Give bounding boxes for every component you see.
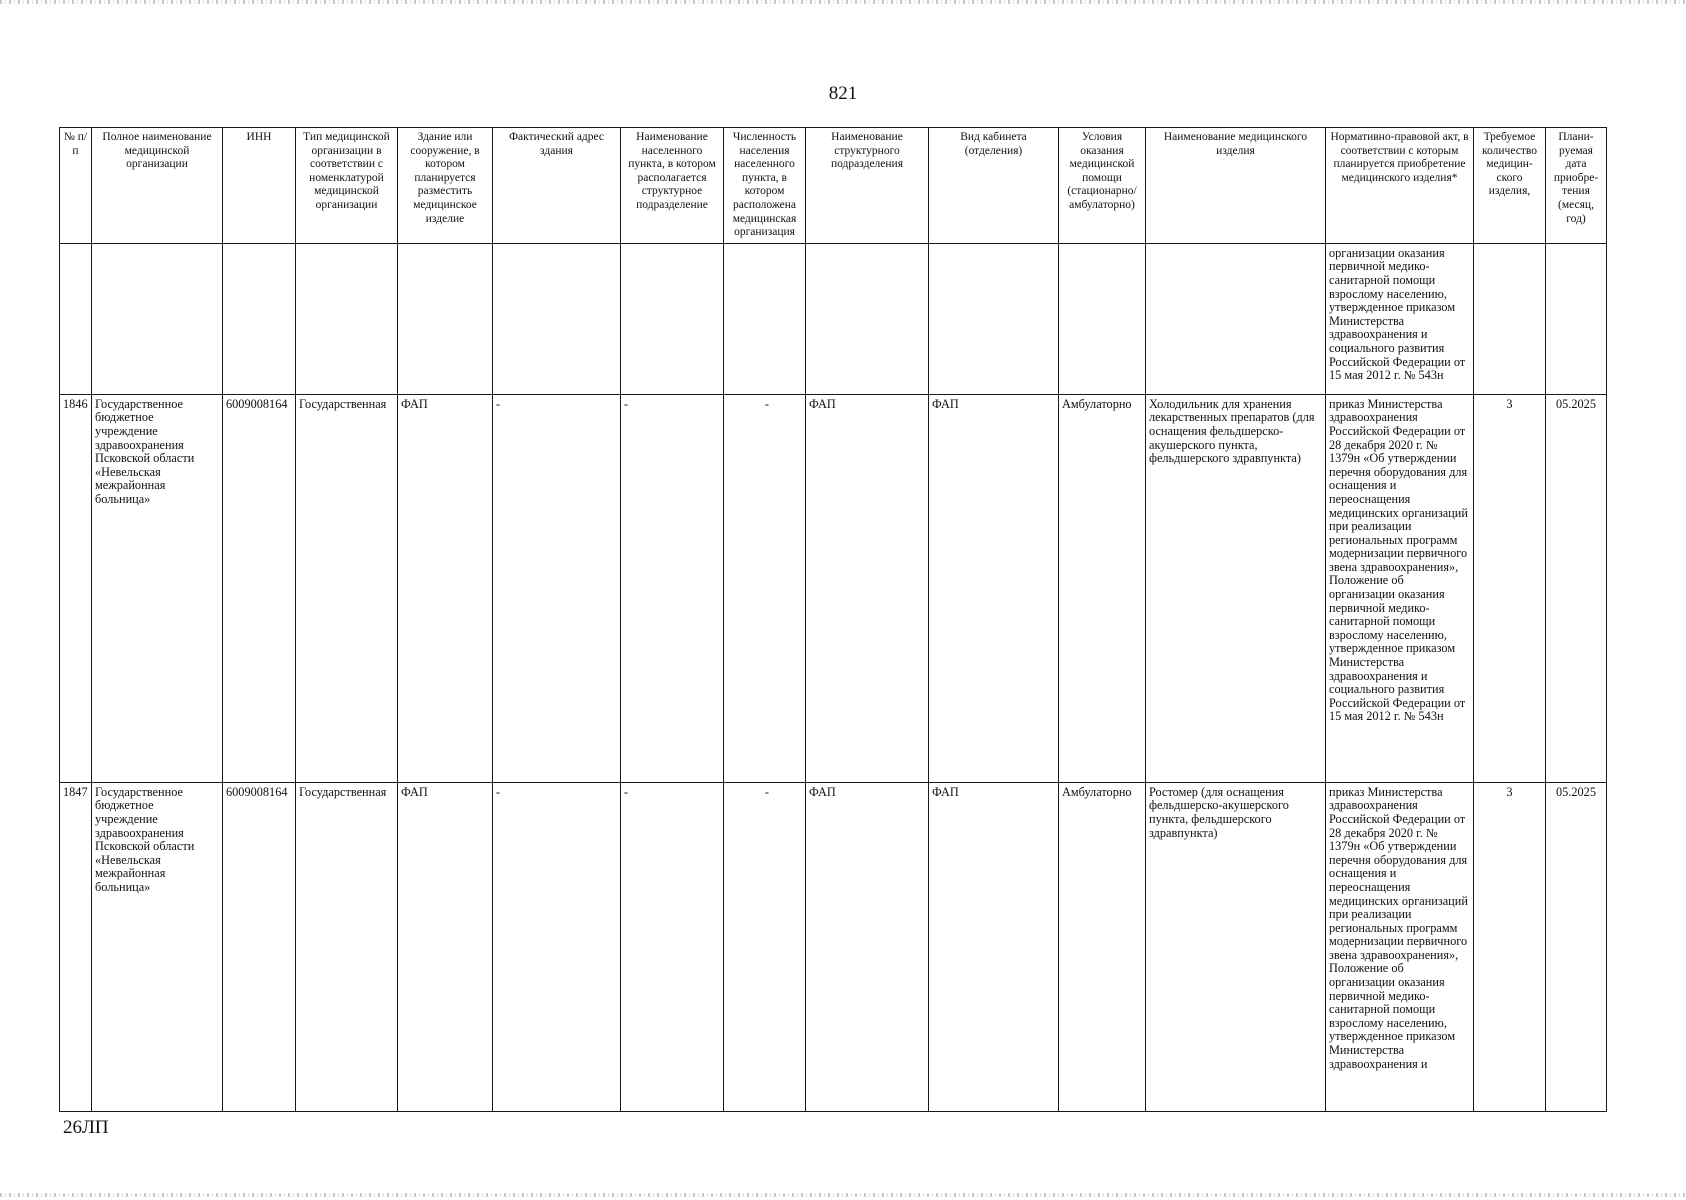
- settlement: -: [621, 394, 724, 782]
- population: -: [724, 782, 806, 1111]
- care-conditions: Амбулаторно: [1059, 782, 1146, 1111]
- table-row: [60, 782, 1607, 1111]
- column-header-address: Фактический адрес здания: [493, 128, 621, 244]
- table-cell: [929, 243, 1059, 394]
- column-header-unit: Наименование структурного подразделения: [806, 128, 929, 244]
- cabinet-type: ФАП: [929, 782, 1059, 1111]
- table-row-continuation: [60, 243, 1607, 394]
- quantity: 3: [1474, 782, 1546, 1111]
- table-cell: [223, 243, 296, 394]
- column-header-date: Плани-руемая дата приобре-тения (месяц, год): [1546, 128, 1607, 244]
- equipment-table: [59, 127, 1607, 1112]
- org-name: Государственное бюджетное учреждение здравоохранения Псковской области «Невельская межрайонная больница»: [92, 394, 223, 782]
- org-type: Государственная: [296, 782, 398, 1111]
- column-header-type: Тип медицинской организации в соответствии с номенклатурой медицинской организации: [296, 128, 398, 244]
- structural-unit: ФАП: [806, 782, 929, 1111]
- device-name: Ростомер (для оснащения фельдшерско-акушерского пункта, фельдшерского здравпункта): [1146, 782, 1326, 1111]
- row-number: 1846: [60, 394, 92, 782]
- purchase-date: 05.2025: [1546, 394, 1607, 782]
- cabinet-type: ФАП: [929, 394, 1059, 782]
- table-cell: [621, 243, 724, 394]
- device-name: Холодильник для хранения лекарственных препаратов (для оснащения фельдшерско-акушерского пункта, фельдшерского здравпункта): [1146, 394, 1326, 782]
- column-header-building: Здание или сооружение, в котором планируется разместить медицинское изделие: [398, 128, 493, 244]
- table-row: [60, 394, 1607, 782]
- table-cell: [724, 243, 806, 394]
- table-cell: [398, 243, 493, 394]
- column-header-cabinet: Вид кабинета (отделения): [929, 128, 1059, 244]
- column-header-org: Полное наименование медицинской организации: [92, 128, 223, 244]
- table-cell: [493, 243, 621, 394]
- row-number: 1847: [60, 782, 92, 1111]
- table-header-row: [60, 128, 1607, 244]
- table-cell: [60, 243, 92, 394]
- settlement: -: [621, 782, 724, 1111]
- building: ФАП: [398, 782, 493, 1111]
- column-header-device: Наименование медицинского изделия: [1146, 128, 1326, 244]
- org-type: Государственная: [296, 394, 398, 782]
- footer-code: 26ЛП: [63, 1117, 109, 1138]
- inn: 6009008164: [223, 394, 296, 782]
- table-cell: [1146, 243, 1326, 394]
- address: -: [493, 782, 621, 1111]
- building: ФАП: [398, 394, 493, 782]
- table-cell: [92, 243, 223, 394]
- scan-artifact-bottom: [0, 1193, 1686, 1197]
- address: -: [493, 394, 621, 782]
- table-cell: [296, 243, 398, 394]
- column-header-legal-act: Нормативно-правовой акт, в соответствии с которым планируется приобретение медицинского изделия*: [1326, 128, 1474, 244]
- table-cell: [1474, 243, 1546, 394]
- org-name: Государственное бюджетное учреждение здравоохранения Псковской области «Невельская межрайонная больница»: [92, 782, 223, 1111]
- scan-artifact-top: [0, 0, 1686, 4]
- quantity: 3: [1474, 394, 1546, 782]
- column-header-conditions: Условия оказания медицинской помощи (стационарно/ амбулаторно): [1059, 128, 1146, 244]
- table-cell: [1546, 243, 1607, 394]
- inn: 6009008164: [223, 782, 296, 1111]
- legal-act-cell: организации оказания первичной медико-санитарной помощи взрослому населению, утвержденное приказом Министерства здравоохранения и социального развития Российской Федерации от 15 мая 2012 г. № 543н: [1326, 243, 1474, 394]
- column-header-num: № п/п: [60, 128, 92, 244]
- table-cell: [1059, 243, 1146, 394]
- legal-act: приказ Министерства здравоохранения Российской Федерации от 28 декабря 2020 г. № 1379н «Об утверждении перечня оборудования для оснащения и переоснащения медицинских организаций при реализации региональных программ модернизации первичного звена здравоохранения», Положение об организации оказания первичной медико-санитарной помощи взрослому населению, утвержденное приказом Министерства здравоохранения и социального развития Российской Федерации от 15 мая 2012 г. № 543н: [1326, 394, 1474, 782]
- population: -: [724, 394, 806, 782]
- column-header-quantity: Требуемое количество медицин-ского изделия,: [1474, 128, 1546, 244]
- structural-unit: ФАП: [806, 394, 929, 782]
- legal-act: приказ Министерства здравоохранения Российской Федерации от 28 декабря 2020 г. № 1379н «Об утверждении перечня оборудования для оснащения и переоснащения медицинских организаций при реализации региональных программ модернизации первичного звена здравоохранения», Положение об организации оказания первичной медико-санитарной помощи взрослому населению, утвержденное приказом Министерства здравоохранения и: [1326, 782, 1474, 1111]
- table-cell: [806, 243, 929, 394]
- purchase-date: 05.2025: [1546, 782, 1607, 1111]
- page-number: 821: [828, 83, 858, 104]
- column-header-population: Численность населения населенного пункта, в котором расположена медицинская организация: [724, 128, 806, 244]
- care-conditions: Амбулаторно: [1059, 394, 1146, 782]
- column-header-settlement: Наименование населенного пункта, в котором располагается структурное подразделение: [621, 128, 724, 244]
- column-header-inn: ИНН: [223, 128, 296, 244]
